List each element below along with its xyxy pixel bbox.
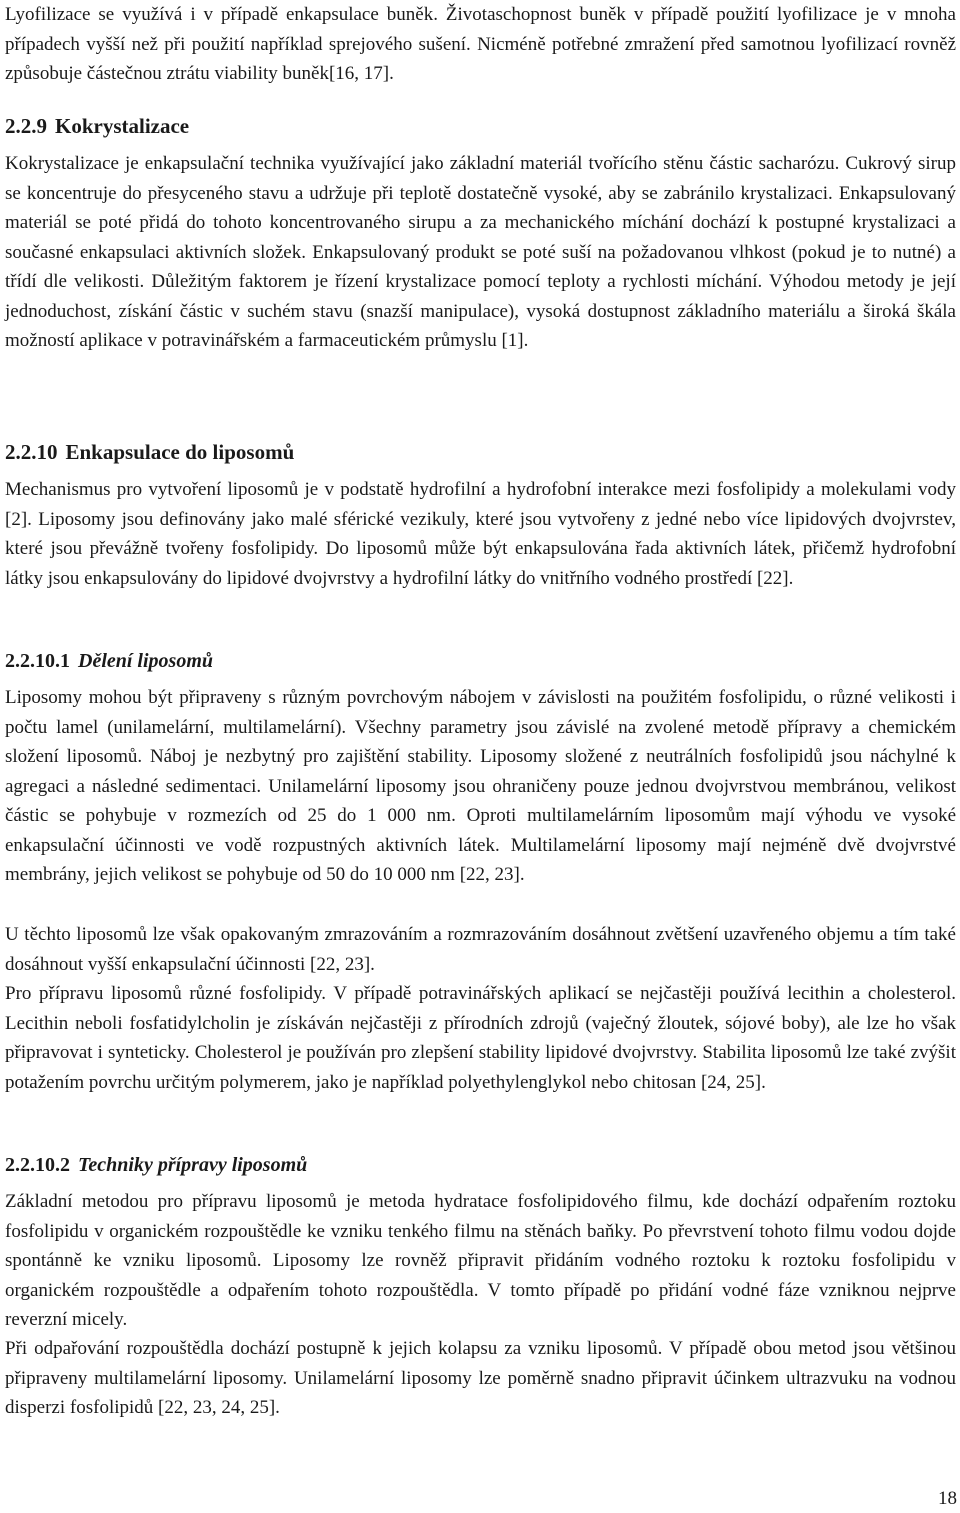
section-heading-kokrystalizace: [5, 112, 189, 141]
paragraph-lyofilizace-cells: Lyofilizace se využívá i v případě enkapsulace buněk. Životaschopnost buněk v případě použití lyofilizace je v mnoha případech vyšší než při použití například sprejového sušení. Nicméně potřebné zmražení před samotnou lyofilizací rovněž způsobuje částečnou ztrátu viability buněk[16, 17].: [5, 4, 956, 84]
paragraph-kokrystalizace: Kokrystalizace je enkapsulační technika využívající jako základní materiál tvořícího stěnu částic sacharózu. Cukrový sirup se koncentruje do přesyceného stavu a udržuje při teplotě dostatečně vysoké, aby se zabránilo krystalizaci. Enkapsulovaný materiál se poté přidá do tohoto koncentrovaného sirupu a za mechanického míchání dochází k postupné krystalizaci a současné enkapsulaci aktivních složek. Enkapsulovaný produkt se poté suší na požadovanou vlhkost (pokud je to nutné) a třídí dle velikosti. Důležitým faktorem je řízení krystalizace pomocí teploty a rychlosti míchání. Výhodou metody je její jednoduchost, získání částic v suchém stavu (snazší manipulace), vysoká dostupnost základního materiálu a široká škála možností aplikace v potravinářském a farmaceutickém průmyslu [1].: [5, 153, 956, 351]
paragraph-liposomy-mechanism: Mechanismus pro vytvoření liposomů je v podstatě hydrofilní a hydrofobní interakce mezi fosfolipidy a molekulami vody [2]. Liposomy jsou definovány jako malé sférické vezikuly, které jsou vytvořeny z jedné nebo více lipidových dvojvrstev, které jsou převážně tvořeny fosfolipidy. Do liposomů může být enkapsulována řada aktivních látek, přičemž hydrofobní látky jsou enkapsulovány do lipidové dvojvrstvy a hydrofilní látky do vnitřního vodného prostředí [22].: [5, 479, 956, 589]
paragraph-hydratace: Základní metodou pro přípravu liposomů je metoda hydratace fosfolipidového filmu, kde dochází odpařením roztoku fosfolipidu v organickém rozpouštědle ke vzniku tenkého filmu na stěnách baňky. Po převrstvení tohoto filmu vodou dojde spontánně ke vzniku liposomů. Liposomy lze rovněž připravit přidáním vodného roztoku k roztoku fosfolipidu v organickém rozpouštědle a odpařením tohoto rozpouštědla. V tomto případě po přidání vodné fáze vzniknou nejprve reverzní micely.: [5, 1191, 956, 1330]
section-heading-liposomy: [5, 438, 294, 467]
subsection-title: Techniky přípravy liposomů: [78, 1154, 308, 1176]
page-number: 18: [938, 1488, 957, 1509]
subsection-heading-deleni: [5, 647, 213, 676]
paragraph-zmrazovani: U těchto liposomů lze však opakovaným zmrazováním a rozmrazováním dosáhnout zvětšení uzavřeného objemu a tím také dosáhnout vyšší enkapsulační účinnosti [22, 23].: [5, 924, 956, 975]
paragraph-fosfolipidy: Pro přípravu liposomů různé fosfolipidy. V případě potravinářských aplikací se nejčastěji používá lecithin a cholesterol. Lecithin neboli fosfatidylcholin je získáván nejčastěji z přírodních zdrojů (vaječný žloutek, sójové boby), ale lze ho však připravovat i synteticky. Cholesterol je používán pro zlepšení stability lipidové dvojvrstvy. Stabilita liposomů lze také zvýšit potažením povrchu určitým polymerem, jako je například polyethylenglykol nebo chitosan [24, 25].: [5, 983, 956, 1093]
paragraph-odparovani: Při odpařování rozpouštědla dochází postupně k jejich kolapsu za vzniku liposomů. V případě obou metod jsou většinou připraveny multilamelární liposomy. Unilamelární liposomy lze poměrně snadno připravit účinkem ultrazvuku na vodnou disperzi fosfolipidů [22, 23, 24, 25].: [5, 1338, 956, 1418]
subsection-heading-techniky: [5, 1151, 307, 1180]
section-number: 2.2.9: [5, 114, 47, 138]
subsection-title: Dělení liposomů: [78, 650, 214, 672]
paragraph-deleni-liposomu: Liposomy mohou být připraveny s různým povrchovým nábojem v závislosti na použitém fosfolipidu, o různé velikosti i počtu lamel (unilamelární, multilamelární). Všechny parametry jsou závislé na zvolené metodě přípravy a chemickém složení liposomů. Náboj je nezbytný pro zajištění stability. Liposomy složené z neutrálních fosfolipidů jsou náchylné k agregaci a následné sedimentaci. Unilamelární liposomy jsou ohraničeny pouze jednou dvojvrstvou membránou, velikost částic se pohybuje v rozmezích od 25 do 1 000 nm. Oproti multilamelárním liposomům mají výhodu ve vysoké enkapsulační účinnosti ve vodě rozpustných aktivních látek. Multilamelární liposomy mají nejméně dvě dvojvrstvé membrány, jejich velikost se pohybuje od 50 do 10 000 nm [22, 23].: [5, 687, 956, 885]
section-number: 2.2.10: [5, 440, 58, 464]
section-title: Kokrystalizace: [55, 114, 190, 138]
subsection-number: 2.2.10.2: [5, 1154, 70, 1176]
section-title: Enkapsulace do liposomů: [65, 440, 295, 464]
subsection-number: 2.2.10.1: [5, 650, 70, 672]
